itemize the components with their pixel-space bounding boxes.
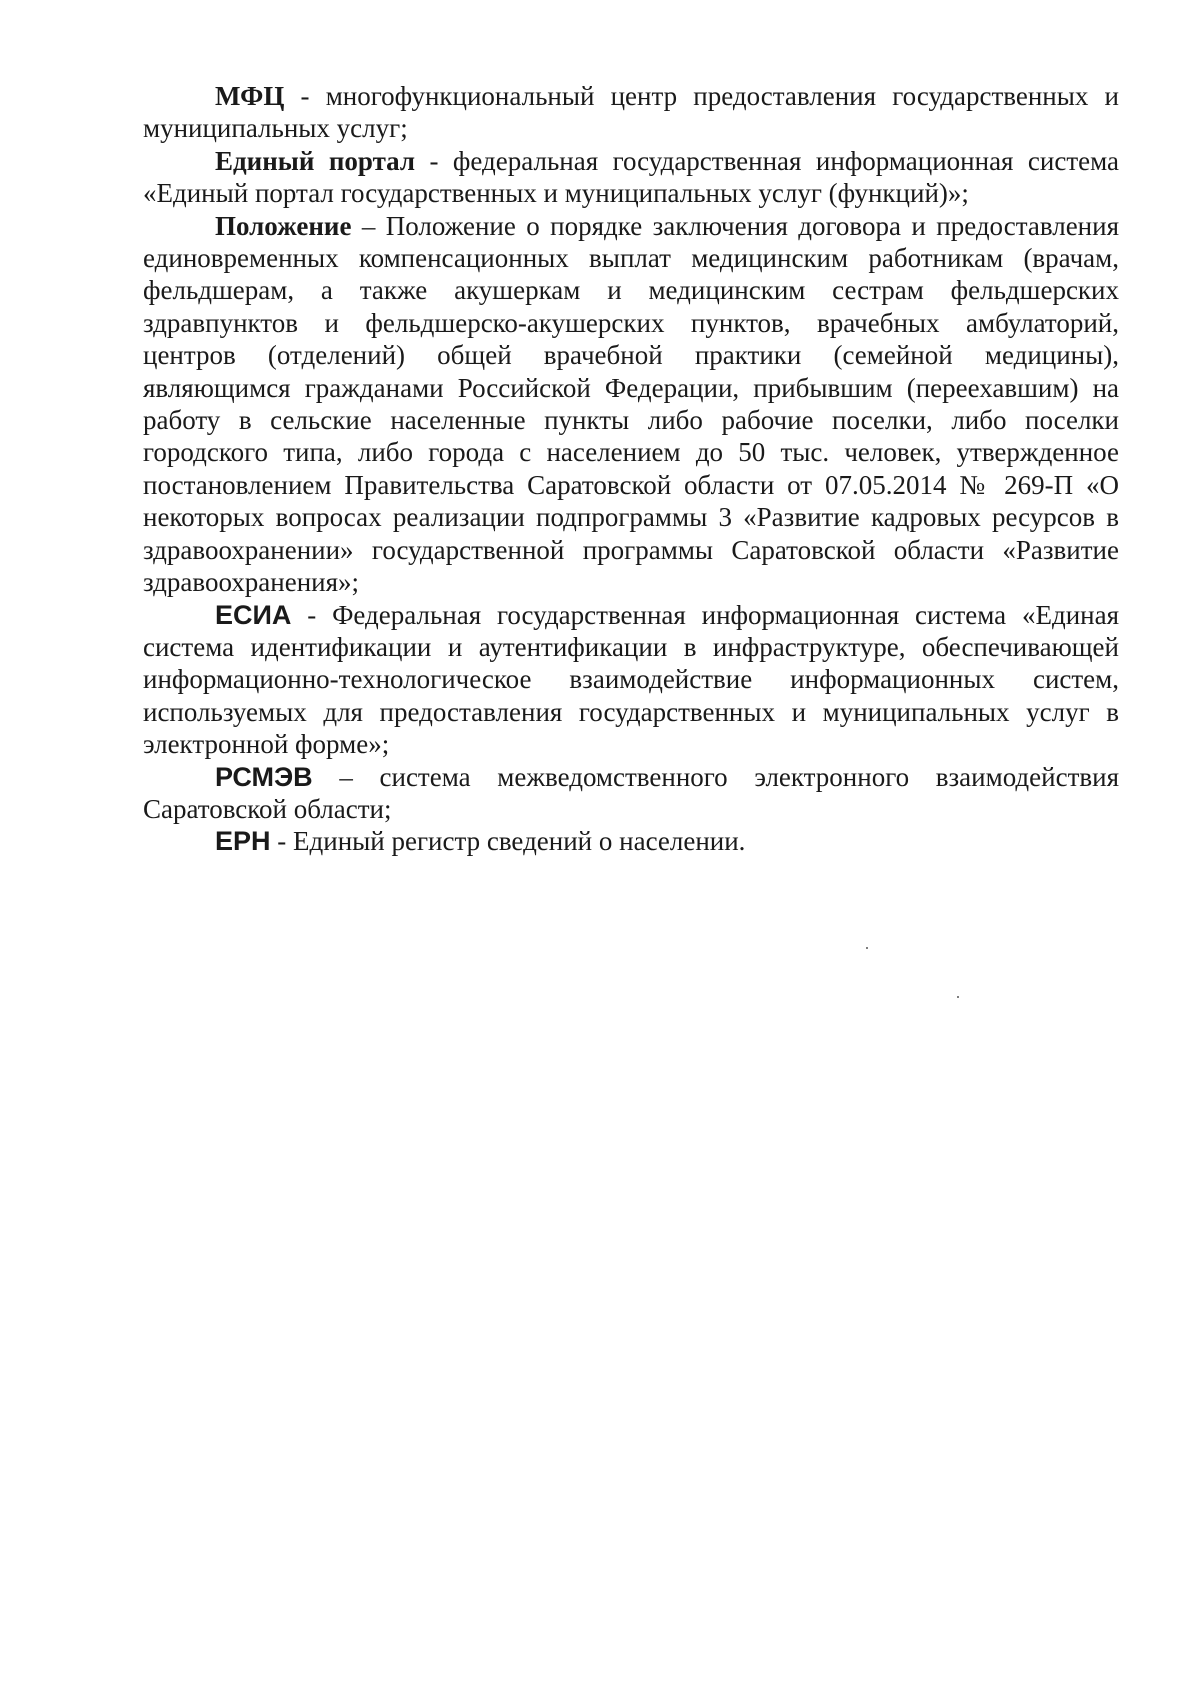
definition-text: - федеральная государственная информационная система «Единый портал государственных и муниципальных услуг (функций)»; (143, 145, 1119, 209)
definition-text: - многофункциональный центр предоставления государственных и муниципальных услуг; (143, 81, 1119, 144)
scan-speck (957, 996, 959, 998)
definition-term: ЕРН (215, 826, 271, 857)
definitions-list (143, 80, 1119, 858)
definition-text: – Положение о порядке заключения договора и предоставления единовременных компенсационных выплат медицинским работникам (врачам, фельдшерам, а также акушеркам и медицинским сестрам фельдшерских здравпунктов и фельдшерско-акушерских пунктов, врачебных амбулаторий, центров (отделений) общей врачебной практики (семейной медицины), являющимся гражданами Российской Федерации, прибывшим (переехавшим) на работу в сельские населенные пункты либо рабочие поселки, либо поселки городского типа, либо города с населением до 50 тыс. человек, утвержденное постановлением Правительства Саратовской области от 07.05.2014 № 269-П «О некоторых вопросах реализации подпрограммы 3 «Развитие кадровых ресурсов в здравоохранении» государственной программы Саратовской области «Развитие здравоохранения»; (143, 210, 1119, 598)
definition-ern (143, 825, 1119, 857)
definition-text: - Единый регистр сведений о населении. (270, 826, 746, 857)
scan-speck (866, 947, 868, 949)
definition-term: ЕСИА (215, 599, 292, 630)
definition-regulation (143, 210, 1119, 599)
definition-term: Положение (215, 210, 352, 241)
definition-text: - Федеральная государственная информационная система «Единая система идентификации и аутентификации в инфраструктуре, обеспечивающей информационно-технологическое взаимодействие информационных систем, используемых для предоставления государственных и муниципальных услуг в электронной форме»; (143, 599, 1119, 760)
definition-term: Единый портал (215, 145, 416, 176)
definition-text: – система межведомственного электронного взаимодействия Саратовской области; (143, 761, 1119, 824)
definition-term: РСМЭВ (215, 761, 313, 792)
definition-esia (143, 599, 1119, 761)
definition-unified-portal (143, 145, 1119, 210)
definition-rsmev (143, 761, 1119, 826)
definition-term: МФЦ (215, 81, 285, 111)
definition-mfc (143, 80, 1119, 145)
